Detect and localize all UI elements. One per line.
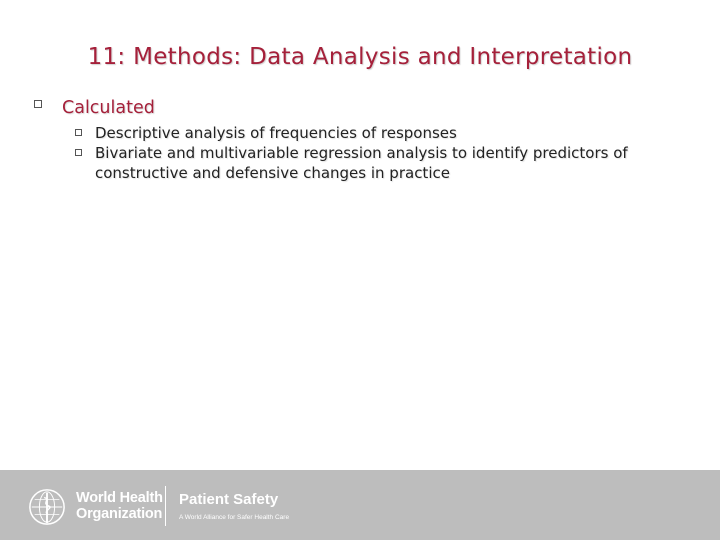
org-line2: Organization [76, 506, 163, 522]
footer-bar [0, 470, 720, 540]
slide-title: 11: Methods: Data Analysis and Interpretation [87, 44, 633, 70]
who-emblem-icon [28, 488, 66, 526]
bullet-square-icon [34, 100, 42, 108]
org-line1: World Health [76, 490, 163, 506]
footer-divider [165, 486, 166, 526]
sub-bullet-list [62, 123, 694, 183]
bullet-square-icon [75, 129, 82, 136]
bullet-square-icon [75, 149, 82, 156]
bullet-text: Calculated [62, 98, 155, 118]
org-name [76, 490, 163, 522]
sub-bullet-descriptive [62, 123, 694, 143]
sub-bullet-text: Descriptive analysis of frequencies of responses [95, 124, 457, 142]
program-title: Patient Safety [179, 491, 279, 508]
sub-bullet-text: Bivariate and multivariable regression analysis to identify predictors of constructive and defensive changes in practice [95, 144, 628, 182]
program-subtitle: A World Alliance for Safer Health Care [179, 514, 290, 521]
bullet-calculated [34, 96, 694, 120]
bullet-list [34, 96, 694, 183]
sub-bullet-regression [62, 143, 694, 183]
